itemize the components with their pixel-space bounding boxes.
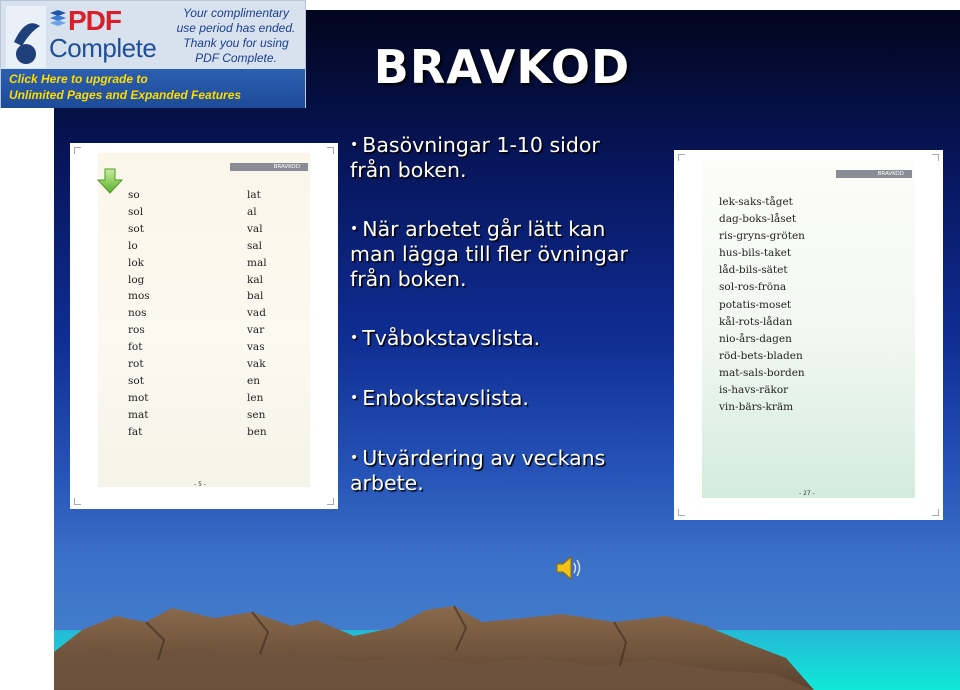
left-page-word-list-1 [128,187,150,441]
right-page-word-list [719,194,805,416]
left-word-item: fat [128,425,143,438]
left-word-item: sot [128,374,144,387]
slide-title: BRAVKOD [373,40,631,94]
right-word-item: röd-bets-bladen [719,349,803,362]
right-book-page [674,150,943,520]
left-page-header: BRAVKOD [230,163,308,171]
left-word-item: ben [247,425,267,438]
left-word-item: log [128,273,145,286]
bullet-3: • Tvåbokstavslista. [350,326,541,350]
left-word-item: len [247,391,264,404]
right-page-header: BRAVKOD [836,170,912,178]
right-word-item: ris-gryns-gröten [719,230,805,243]
slide [54,10,960,690]
bullet-2: • När arbetet går lätt kan man lägga till fler övningar från boken. [350,217,628,291]
left-word-item: kal [247,273,263,286]
left-word-item: en [247,374,260,387]
right-word-item: dag-boks-låset [719,213,797,226]
left-word-item: nos [128,307,147,320]
pdf-complete-banner[interactable] [0,0,306,108]
left-word-item: fot [128,341,143,354]
pdf-logo-icon [49,9,67,31]
left-word-item: lo [128,239,138,252]
right-word-item: potatis-moset [719,298,792,311]
left-word-item: mat [128,408,149,421]
right-word-item: mat-sals-borden [719,366,805,379]
left-word-item: val [247,222,263,235]
right-word-item: hus-bils-taket [719,247,792,260]
left-word-item: so [128,189,140,201]
figure-icon [6,6,46,68]
left-word-item: vak [247,358,266,371]
left-book-page [70,143,338,509]
left-page-word-list-2 [247,187,267,441]
right-page-number: - 27 - [799,490,815,497]
pdf-logo-word2: Complete [49,33,157,63]
left-word-item: rot [128,358,144,371]
bullet-4: • Enbokstavslista. [350,386,529,410]
left-word-item: vad [247,307,266,320]
left-word-item: lat [247,189,261,201]
left-word-item: sen [247,408,266,421]
bullet-1: • Basövningar 1-10 sidor från boken. [350,133,600,182]
left-page-number: - 5 - [194,481,206,488]
complimentary-notice: Your complimentary use period has ended. Thank you for using PDF Complete. [176,6,296,65]
right-word-item: sol-ros-fröna [719,281,787,294]
left-word-item: sal [247,239,263,252]
mountain-landscape [54,570,960,690]
left-word-item: sol [128,205,144,218]
left-word-item: sot [128,222,144,235]
left-word-item: mos [128,290,150,303]
left-word-item: mal [247,256,267,269]
right-word-item: kål-rots-lådan [719,315,793,328]
pdf-logo-word: PDF [68,5,121,36]
left-word-item: bal [247,290,264,303]
down-arrow-icon [96,167,124,195]
left-word-item: mot [128,391,149,404]
left-word-item: var [247,324,265,337]
left-word-item: al [247,205,257,218]
left-word-item: vas [247,341,265,354]
left-word-item: ros [128,324,145,337]
right-word-item: låd-bils-sätet [719,264,788,277]
right-word-item: lek-saks-tåget [719,196,793,208]
bullet-5: • Utvärdering av veckans arbete. [350,446,606,495]
right-word-item: nio-års-dagen [719,332,792,345]
left-word-item: lok [128,256,145,269]
right-word-item: is-havs-räkor [719,384,789,397]
right-word-item: vin-bärs-kräm [719,401,794,414]
upgrade-link[interactable]: Click Here to upgrade to Unlimited Pages and Expanded Features [1,69,305,108]
